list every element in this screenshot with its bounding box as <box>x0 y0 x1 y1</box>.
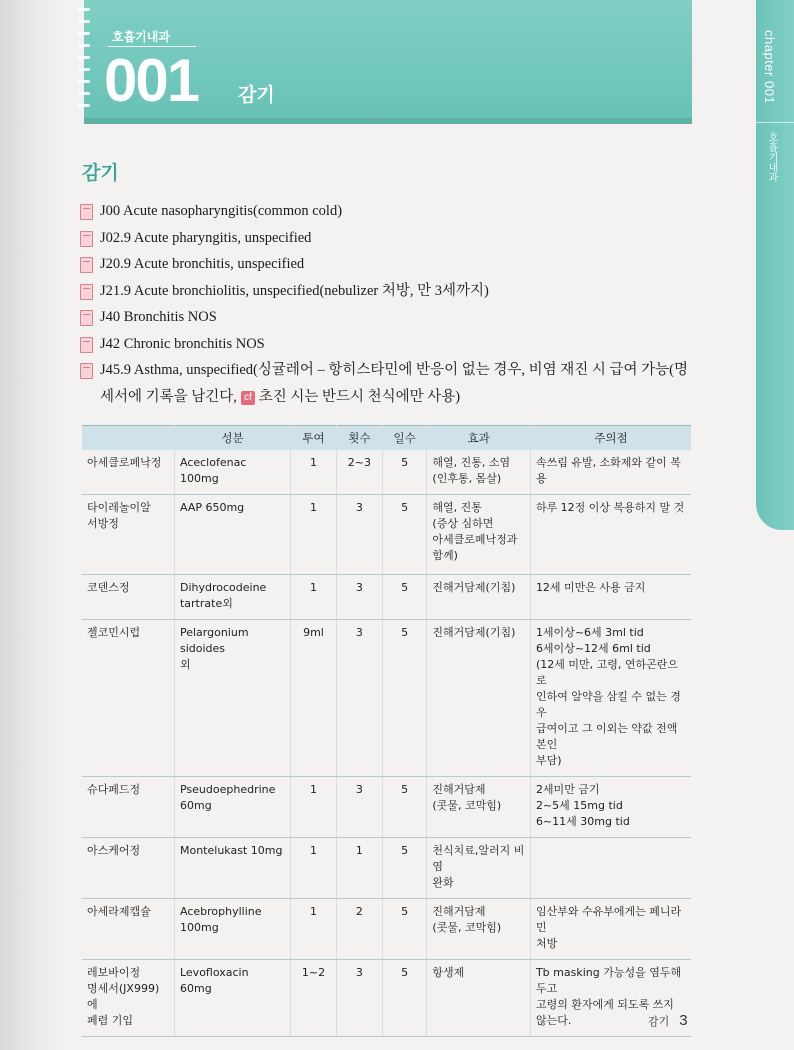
frequency-cell: 3 <box>336 495 382 575</box>
column-header <box>82 426 174 451</box>
ingredient-cell: Aceclofenac 100mg <box>174 450 290 495</box>
code-text: J20.9 Acute bronchitis, unspecified <box>100 256 305 272</box>
caution-cell <box>530 838 691 899</box>
column-header: 투여 <box>291 426 337 451</box>
header-underline <box>84 118 692 124</box>
dose-cell: 1 <box>291 575 337 620</box>
dose-cell: 1 <box>291 838 337 899</box>
effect-cell: 진해거담제 (콧물, 코막힘) <box>427 777 531 838</box>
checkbox-bullet-icon <box>80 204 93 220</box>
frequency-cell: 1 <box>336 838 382 899</box>
caution-cell: 1세이상~6세 3ml tid 6세이상~12세 6ml tid (12세 미만, 고령, 연하곤란으로 인하여 알약을 삼킬 수 없는 경우 급여이고 그 이외는 약값 전액 본인 부담) <box>530 620 691 777</box>
drug-name-cell: 젤코민시럽 <box>82 620 174 777</box>
effect-cell: 진해거담제 (콧물, 코막힘) <box>427 899 531 960</box>
dose-cell: 1 <box>291 450 337 495</box>
page-number: 3 <box>679 1012 688 1029</box>
diagnosis-code-item <box>80 304 700 331</box>
drug-name-cell: 레보바이정 명세서(JX999)에 페렴 기입 <box>82 960 174 1037</box>
code-text-line2 <box>100 384 700 411</box>
header-title: 감기 <box>238 84 275 106</box>
code-text-line2-after: 초진 시는 반드시 천식에만 사용) <box>258 388 461 405</box>
side-tab-chapter: chapter 001 <box>762 30 777 105</box>
days-cell: 5 <box>382 960 427 1037</box>
table-row <box>82 899 691 960</box>
drug-name-cell: 아세클로페낙정 <box>82 450 174 495</box>
days-cell: 5 <box>382 450 427 495</box>
diagnosis-code-item <box>80 198 700 225</box>
dose-cell: 1 <box>291 899 337 960</box>
effect-cell: 해열, 진통, 소염 (인후통, 몸살) <box>427 450 531 495</box>
table-row <box>82 450 691 495</box>
code-text: J02.9 Acute pharyngitis, unspecified <box>100 229 312 246</box>
frequency-cell: 2~3 <box>336 450 382 495</box>
table-header-row <box>82 426 691 451</box>
drug-name-cell: 아스케어정 <box>82 838 174 899</box>
checkbox-bullet-icon <box>80 257 93 273</box>
table-row <box>82 960 691 1037</box>
drug-name-cell: 슈다페드정 <box>82 777 174 838</box>
checkbox-bullet-icon <box>80 310 93 326</box>
code-text-line2-before: 세서에 기록을 남긴다, <box>100 388 237 405</box>
table-row <box>82 620 691 777</box>
code-text: J21.9 Acute bronchiolitis, unspecified(nebulizer 처방, 만 3세까지) <box>100 282 489 299</box>
frequency-cell: 3 <box>336 960 382 1037</box>
code-text: J00 Acute nasopharyngitis(common cold) <box>100 203 343 219</box>
footer-section: 감기 <box>648 1015 670 1028</box>
page-footer <box>648 1012 688 1029</box>
column-header: 횟수 <box>336 426 382 451</box>
ingredient-cell: Dihydrocodeine tartrate외 <box>174 575 290 620</box>
checkbox-bullet-icon <box>80 337 93 353</box>
effect-cell: 항생제 <box>427 960 531 1037</box>
cf-badge: cf <box>241 391 255 405</box>
ingredient-cell: Acebrophylline 100mg <box>174 899 290 960</box>
days-cell: 5 <box>382 575 427 620</box>
drug-table <box>82 425 691 1037</box>
drug-name-cell: 아세라제캡슐 <box>82 899 174 960</box>
ingredient-cell: AAP 650mg <box>174 495 290 575</box>
diagnosis-code-item <box>80 278 700 305</box>
caution-cell: 하루 12정 이상 복용하지 말 것 <box>530 495 691 575</box>
checkbox-bullet-icon <box>80 231 93 247</box>
days-cell: 5 <box>382 495 427 575</box>
table-row <box>82 838 691 899</box>
header-number: 001 <box>104 47 199 114</box>
code-text: J40 Bronchitis NOS <box>100 309 217 325</box>
side-tab-category: 호흡기내과 <box>766 132 777 182</box>
days-cell: 5 <box>382 777 427 838</box>
days-cell: 5 <box>382 838 427 899</box>
effect-cell: 천식치료,알러지 비염 완화 <box>427 838 531 899</box>
diagnosis-code-list <box>80 198 700 410</box>
effect-cell: 진해거담제(기침) <box>427 620 531 777</box>
spiral-binding-icon <box>78 8 92 116</box>
section-title: 감기 <box>82 162 119 184</box>
diagnosis-code-item <box>80 225 700 252</box>
dose-cell: 1 <box>291 495 337 575</box>
diagnosis-code-item <box>80 331 700 358</box>
code-text: J42 Chronic bronchitis NOS <box>100 335 265 352</box>
caution-cell: 속쓰림 유발, 소화제와 같이 복용 <box>530 450 691 495</box>
ingredient-cell: Montelukast 10mg <box>174 838 290 899</box>
effect-cell: 해열, 진통 (증상 심하면 아세클로페낙정과 함께) <box>427 495 531 575</box>
frequency-cell: 3 <box>336 620 382 777</box>
ingredient-cell: Pelargonium sidoides 외 <box>174 620 290 777</box>
page-gutter-shadow <box>0 0 70 1050</box>
checkbox-bullet-icon <box>80 284 93 300</box>
ingredient-cell: Pseudoephedrine 60mg <box>174 777 290 838</box>
days-cell: 5 <box>382 620 427 777</box>
side-tab-divider <box>756 122 794 123</box>
column-header: 성분 <box>174 426 290 451</box>
caution-cell: 12세 미만은 사용 금지 <box>530 575 691 620</box>
frequency-cell: 2 <box>336 899 382 960</box>
frequency-cell: 3 <box>336 575 382 620</box>
effect-cell: 진해거담제(기침) <box>427 575 531 620</box>
caution-cell: Tb masking 가능성을 염두해두고 고령의 환자에게 되도록 쓰지 않는다. <box>530 960 691 1037</box>
frequency-cell: 3 <box>336 777 382 838</box>
drug-name-cell: 코덴스정 <box>82 575 174 620</box>
diagnosis-code-item <box>80 357 700 410</box>
caution-cell: 2세미만 금기 2~5세 15mg tid 6~11세 30mg tid <box>530 777 691 838</box>
caution-cell: 임산부와 수유부에게는 페니라민 처방 <box>530 899 691 960</box>
code-text: J45.9 Asthma, unspecified(싱귤레어 – 항히스타민에 반응이 없는 경우, 비염 재진 시 급여 가능(명 <box>100 362 689 378</box>
drug-name-cell: 타이레놀이알 서방정 <box>82 495 174 575</box>
column-header: 효과 <box>427 426 531 451</box>
table-row <box>82 495 691 575</box>
dose-cell: 1 <box>291 777 337 838</box>
dose-cell: 9ml <box>291 620 337 777</box>
days-cell: 5 <box>382 899 427 960</box>
table-row <box>82 777 691 838</box>
ingredient-cell: Levofloxacin 60mg <box>174 960 290 1037</box>
table-row <box>82 575 691 620</box>
header-category: 호흡기내과 <box>112 30 170 44</box>
column-header: 주의점 <box>530 426 691 451</box>
checkbox-bullet-icon <box>80 363 93 379</box>
chapter-side-tab[interactable] <box>756 0 794 530</box>
column-header: 일수 <box>382 426 427 451</box>
dose-cell: 1~2 <box>291 960 337 1037</box>
diagnosis-code-item <box>80 251 700 278</box>
